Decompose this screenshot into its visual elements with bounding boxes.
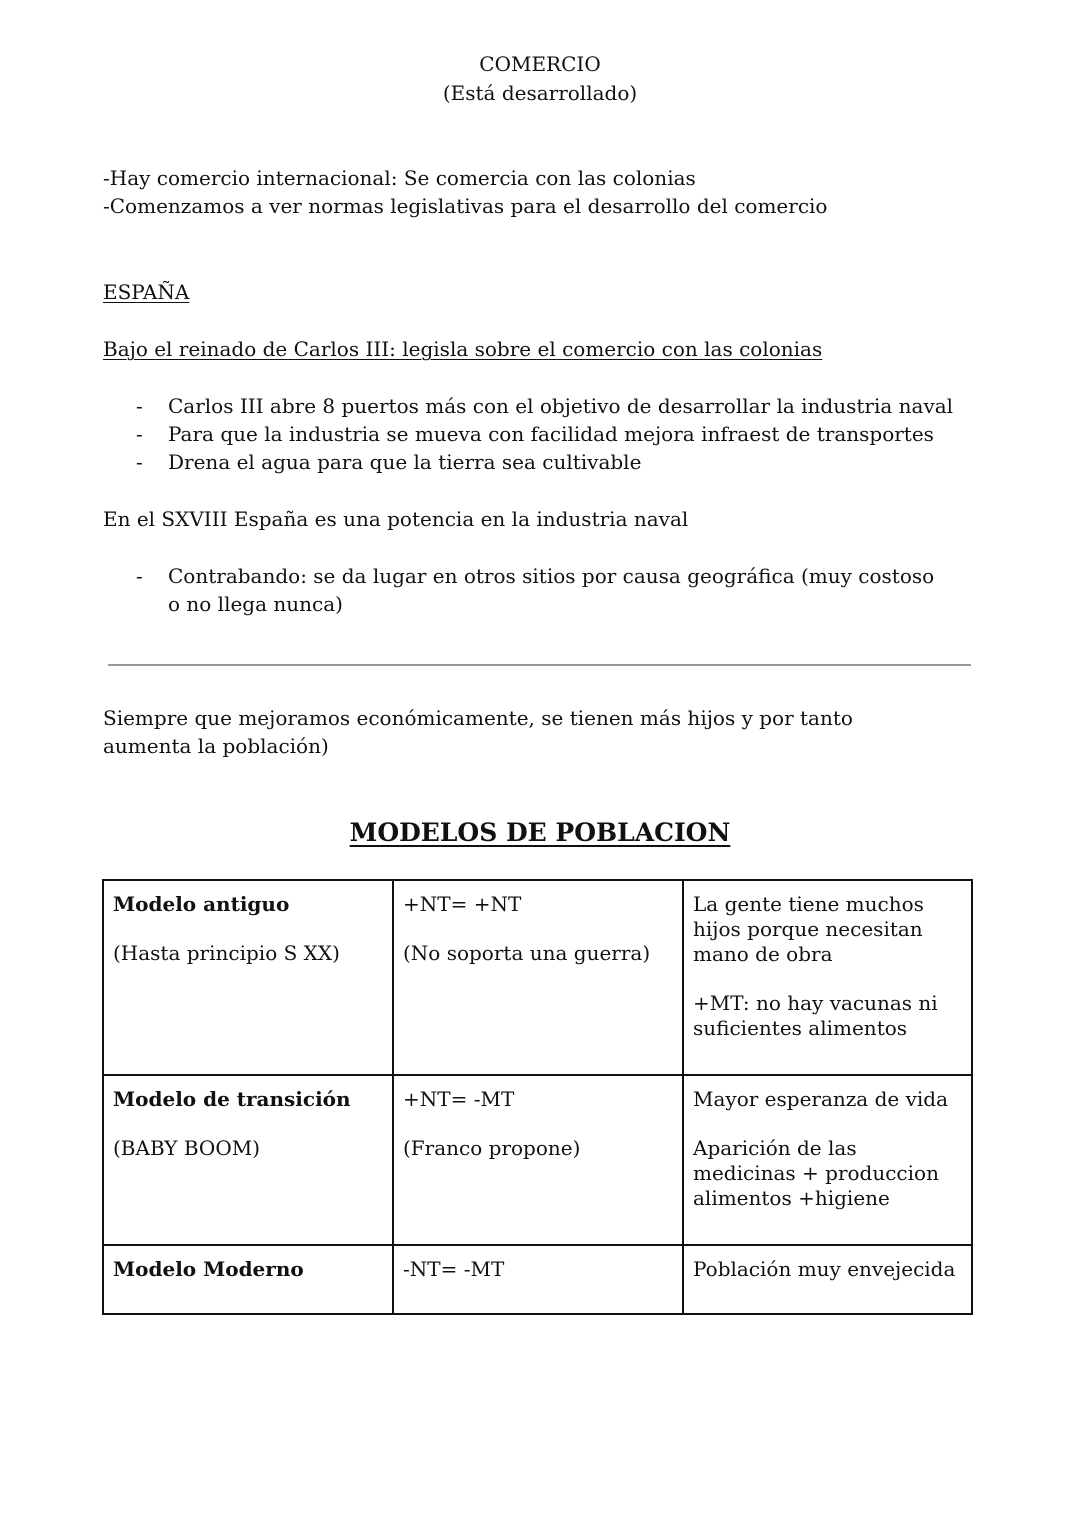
- dash-bullet-icon: -: [136, 450, 143, 474]
- carlos-iii-list: [103, 392, 973, 476]
- dash-bullet-icon: -: [136, 564, 143, 588]
- model-description: La gente tiene muchos hijos porque necesitan mano de obra: [693, 892, 924, 966]
- model-description: Población muy envejecida: [693, 1257, 956, 1281]
- model-description-extra: +MT: no hay vacunas ni suficientes alimentos: [693, 991, 938, 1040]
- model-name: Modelo antiguo: [113, 892, 290, 916]
- page-subtitle: (Está desarrollado): [442, 81, 638, 105]
- dash-bullet-icon: -: [136, 394, 143, 418]
- population-models-table: [102, 879, 973, 1315]
- horizontal-divider: [108, 664, 971, 666]
- model-name: Modelo de transición: [113, 1087, 351, 1111]
- table-row: [103, 1075, 972, 1245]
- model-period: (Hasta principio S XX): [113, 941, 340, 965]
- list-item-text: Contrabando: se da lugar en otros sitios por causa geográfica (muy costoso o no llega nunca): [168, 564, 935, 616]
- list-item: [103, 448, 973, 476]
- subheading-text: Bajo el reinado de Carlos III: legisla sobre el comercio con las colonias: [103, 337, 823, 361]
- model-formula-note: (No soporta una guerra): [403, 941, 651, 965]
- model-formula: -NT= -MT: [403, 1257, 505, 1281]
- section-subheading: [103, 335, 973, 363]
- model-period: (BABY BOOM): [113, 1136, 260, 1160]
- model-description: Mayor esperanza de vida: [693, 1087, 948, 1111]
- list-item-text: Para que la industria se mueva con facilidad mejora infraest de transportes: [168, 422, 934, 446]
- intro-line: -Comenzamos a ver normas legislativas para el desarrollo del comercio: [103, 194, 828, 218]
- statement-line: En el SXVIII España es una potencia en la industria naval: [103, 507, 689, 531]
- model-formula: +NT= -MT: [403, 1087, 515, 1111]
- table-row: [103, 880, 972, 1075]
- list-item: [103, 562, 963, 618]
- intro-line: -Hay comercio internacional: Se comercia con las colonias: [103, 166, 696, 190]
- section-heading-text: ESPAÑA: [103, 280, 190, 304]
- model-description-extra: Aparición de las medicinas + produccion alimentos +higiene: [693, 1136, 939, 1210]
- list-item-text: Carlos III abre 8 puertos más con el objetivo de desarrollar la industria naval: [168, 394, 954, 418]
- model-formula-cell: [393, 1075, 683, 1245]
- list-item: [103, 392, 973, 420]
- population-note: Siempre que mejoramos económicamente, se tienen más hijos y por tanto aumenta la población): [103, 706, 853, 758]
- model-formula-cell: [393, 1245, 683, 1314]
- section-heading-spain: [103, 278, 973, 306]
- model-description-cell: [683, 1075, 972, 1245]
- list-item-text: Drena el agua para que la tierra sea cultivable: [168, 450, 642, 474]
- model-name-cell: [103, 880, 393, 1075]
- dash-bullet-icon: -: [136, 422, 143, 446]
- model-description-cell: [683, 1245, 972, 1314]
- page-title: COMERCIO: [479, 52, 601, 76]
- list-item: [103, 420, 973, 448]
- model-name-cell: [103, 1245, 393, 1314]
- model-formula-cell: [393, 880, 683, 1075]
- model-name-cell: [103, 1075, 393, 1245]
- model-name: Modelo Moderno: [113, 1257, 304, 1281]
- model-formula-note: (Franco propone): [403, 1136, 581, 1160]
- table-row: [103, 1245, 972, 1314]
- contraband-list: [103, 562, 963, 618]
- models-title-text: MODELOS DE POBLACION: [349, 818, 731, 847]
- models-title: [0, 816, 1080, 850]
- model-description-cell: [683, 880, 972, 1075]
- model-formula: +NT= +NT: [403, 892, 522, 916]
